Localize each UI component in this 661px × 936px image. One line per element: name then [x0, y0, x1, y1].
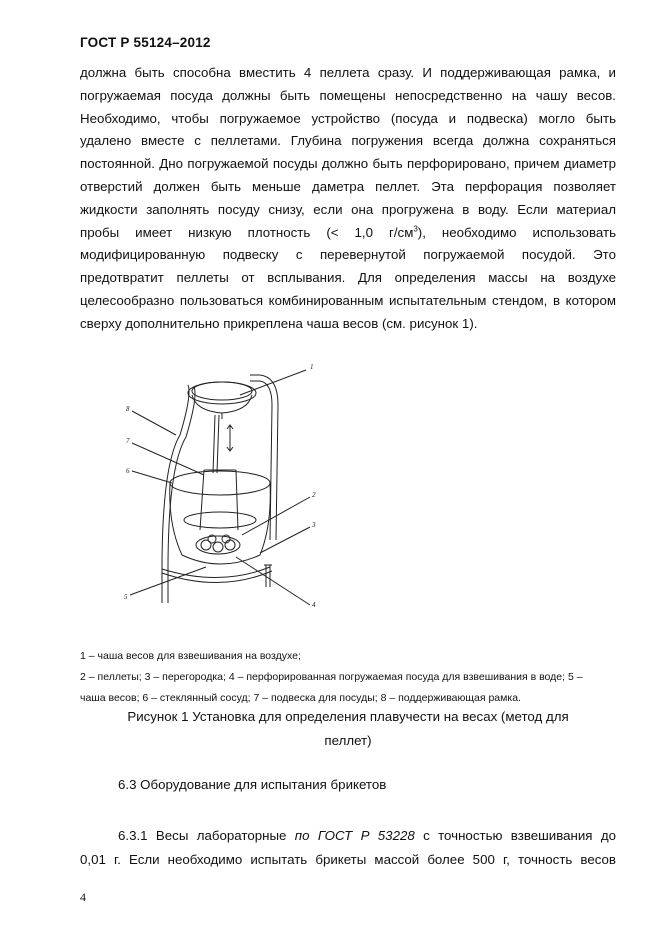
density-tail: ), необходимо использовать — [417, 224, 616, 240]
movement-arrow — [227, 425, 233, 451]
text-line: 0,01 г. Если необходимо испытать брикеты массой более 500 г, точность весов — [80, 852, 616, 867]
text-line: целесообразно пользоваться комбинированным испытательным стендом, в котором — [80, 292, 616, 308]
figure-label: 5 — [124, 593, 128, 601]
figure-caption — [80, 705, 616, 753]
legend-line: 1 – чаша весов для взвешивания на воздухе; — [80, 650, 301, 662]
vessel-hanger — [217, 415, 219, 473]
figure-label: 4 — [312, 601, 316, 609]
figure-label: 8 — [126, 405, 130, 413]
text-line: сверху дополнительно прикреплена чаша весов (см. рисунок 1). — [80, 315, 478, 331]
text-line: Необходимо, чтобы погружаемое устройство (посуда и подвеска) могло быть — [80, 110, 616, 126]
body-paragraph — [80, 62, 616, 336]
partition — [236, 470, 238, 530]
text-line: постоянной. Дно погружаемой посуды должно быть перфорировано, причем диаметр — [80, 156, 616, 172]
text-line — [80, 824, 616, 848]
text-line: жидкости заполнять посуду снизу, если она прогружена в воду. Если материал — [80, 201, 616, 217]
figure-label: 2 — [312, 491, 316, 499]
text-line: предотвратит пеллеты от всплывания. Для определения массы на воздухе — [80, 270, 616, 286]
support-frame — [168, 387, 195, 603]
figure-buoyancy-apparatus — [110, 355, 340, 615]
standard-reference: по ГОСТ Р 53228 — [294, 828, 415, 843]
partition — [200, 470, 204, 530]
text-line-density — [80, 222, 616, 245]
figure-label: 1 — [310, 363, 314, 371]
legend-line: 2 – пеллеты; 3 – перегородка; 4 – перфорированная погружаемая посуда для взвешивания в воде; 5 – — [80, 671, 583, 683]
text-line: погружаемая посуда должны быть помещены непосредственно на чашу весов. — [80, 87, 616, 103]
figure-label: 6 — [126, 467, 130, 475]
figure-legend — [80, 646, 620, 709]
text-line: должна быть способна вместить 4 пеллета сразу. И поддерживающая рамка, и — [80, 65, 616, 80]
glass-vessel — [170, 471, 270, 495]
density-text: пробы имеет низкую плотность (< 1,0 г/см — [80, 224, 414, 240]
para-lead: 6.3.1 Весы лабораторные — [118, 828, 295, 843]
pellets — [196, 535, 240, 554]
figure-label: 3 — [312, 521, 316, 529]
para-tail: с точностью взвешивания до — [414, 828, 616, 843]
caption-line: Рисунок 1 Установка для определения плавучести на весах (метод для — [127, 709, 569, 724]
vessel-hanger — [213, 415, 215, 473]
text-line: модифицированную подвеску с перевернутой погружаемой посудой. Это — [80, 247, 616, 263]
text-line: удалено вместе с пеллетами. Глубина погружения всегда должна сохраняться — [80, 133, 616, 149]
legend-line: чаша весов; 6 – стеклянный сосуд; 7 – подвеска для посуды; 8 – поддерживающая рамка. — [80, 692, 521, 704]
caption-line: пеллет) — [324, 733, 372, 748]
section-heading: 6.3 Оборудование для испытания брикетов — [118, 777, 387, 792]
page-number: 4 — [80, 890, 86, 904]
document-header: ГОСТ Р 55124–2012 — [80, 35, 211, 50]
air-weighing-pan — [192, 382, 252, 400]
text-line: отверстий должен быть меньше даметра пеллет. Эта перфорация позволяет — [80, 178, 616, 194]
support-frame — [250, 375, 278, 540]
figure-label: 7 — [126, 437, 130, 445]
paragraph-6-3-1 — [80, 824, 616, 872]
support-frame — [250, 381, 272, 540]
density-superscript: 3 — [413, 224, 418, 234]
